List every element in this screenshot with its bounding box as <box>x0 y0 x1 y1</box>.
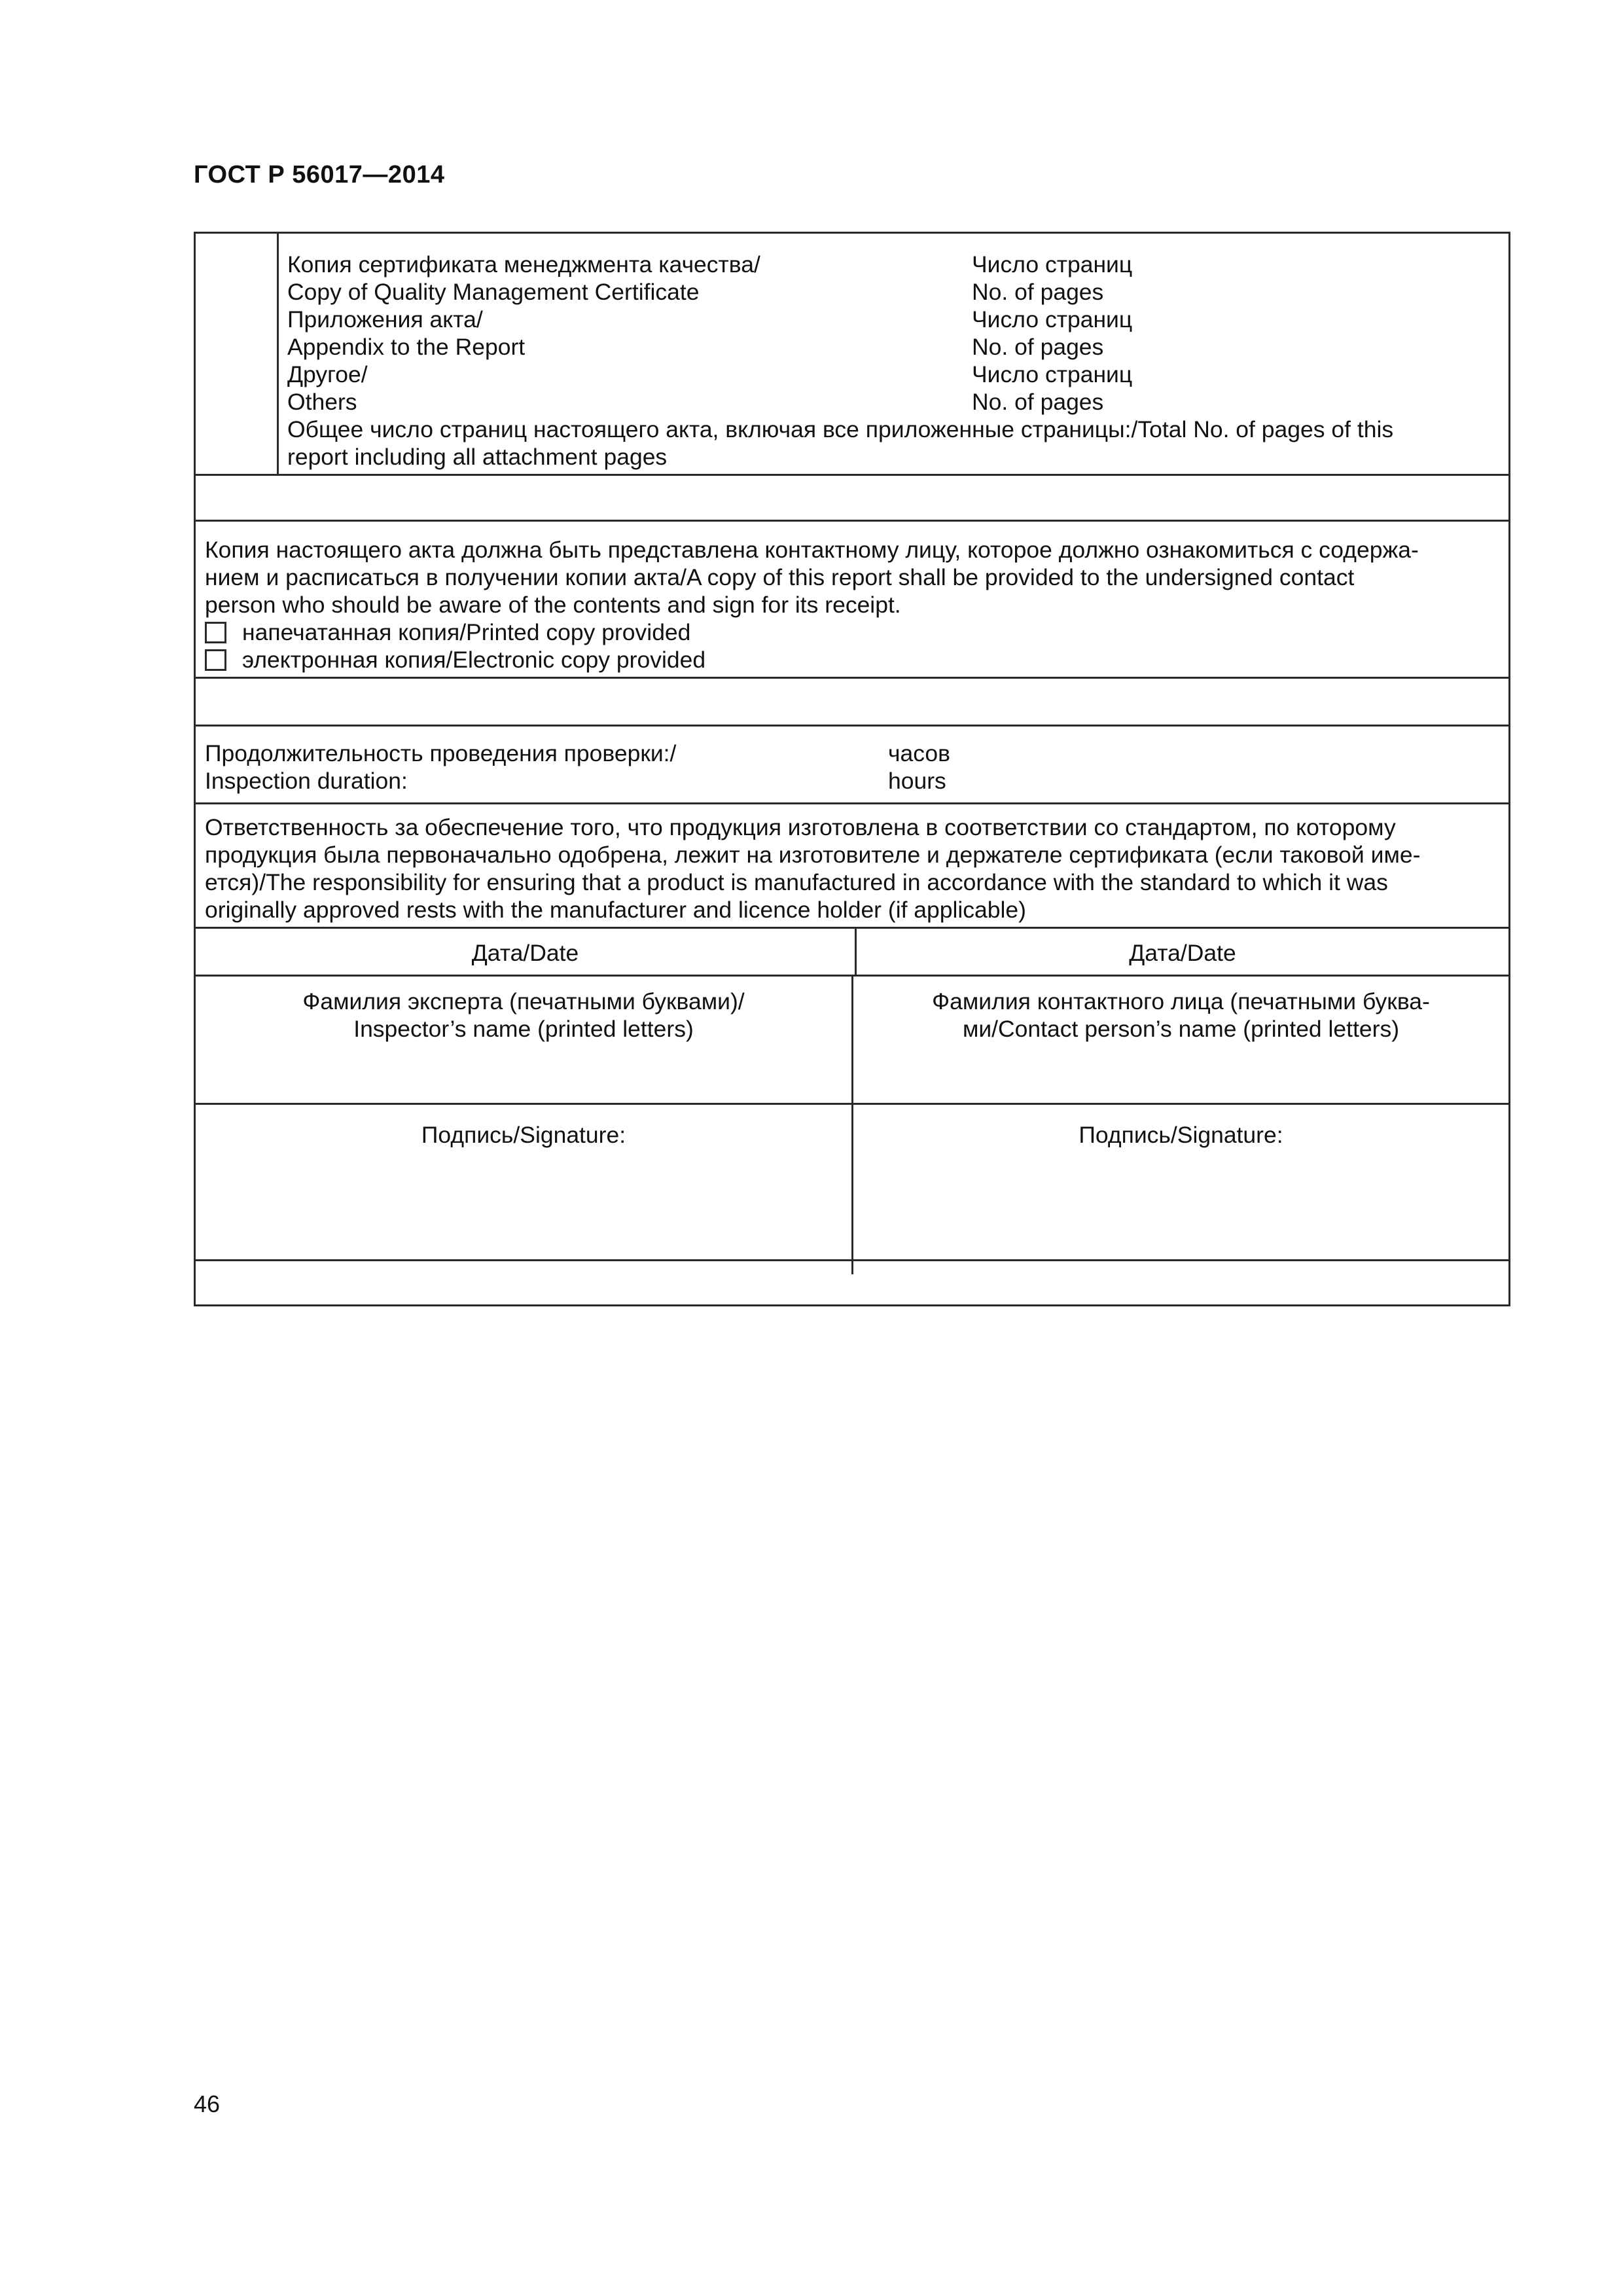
inspector-name-label: Inspector’s name (printed letters) <box>353 1016 694 1042</box>
page-count-label: No. of pages <box>972 389 1104 415</box>
electronic-copy-checkbox[interactable] <box>205 649 226 671</box>
attachment-label: Приложения акта/ <box>287 306 483 332</box>
page-count-label: No. of pages <box>972 279 1104 305</box>
notice-text: person who should be aware of the contents and sign for its receipt. <box>205 592 901 618</box>
row-divider <box>196 474 1508 476</box>
notice-text: нием и расписаться в получении копии акта/A copy of this report shall be provided to the undersigned contact <box>205 564 1355 590</box>
copy-notice-section <box>196 522 1508 677</box>
column-divider <box>277 234 279 474</box>
page-number: 46 <box>194 2090 221 2117</box>
row-divider <box>196 1259 1508 1261</box>
inspector-signature-field[interactable]: Подпись/Signature: <box>421 1122 626 1148</box>
contact-signature-field[interactable]: Подпись/Signature: <box>1079 1122 1283 1148</box>
printed-copy-option[interactable] <box>205 619 1419 646</box>
responsibility-text: Ответственность за обеспечение того, что продукция изготовлена в соответствии со стандартом, по которому <box>205 814 1396 840</box>
electronic-copy-option[interactable] <box>205 646 1419 673</box>
contact-name-label: Фамилия контактного лица (печатными буква- <box>932 988 1430 1014</box>
attachment-label: Copy of Quality Management Certificate <box>287 279 700 305</box>
contact-name-field[interactable] <box>853 988 1508 1043</box>
attachment-list <box>287 251 1393 471</box>
notice-text: Копия настоящего акта должна быть представлена контактному лицу, которое должно ознакомиться с содержа- <box>205 537 1419 563</box>
total-pages-label: report including all attachment pages <box>287 444 668 470</box>
date-field-contact[interactable]: Дата/Date <box>1129 940 1236 966</box>
printed-copy-label: напечатанная копия/Printed copy provided <box>242 619 691 645</box>
attachments-section <box>196 234 1508 474</box>
page-count-label: No. of pages <box>972 334 1104 360</box>
duration-label: Продолжительность проведения проверки:/ <box>205 740 677 766</box>
electronic-copy-label: электронная копия/Electronic copy provided <box>242 647 706 673</box>
duration-section <box>196 726 1508 802</box>
page-count-label: Число страниц <box>972 251 1133 278</box>
duration-unit: hours <box>888 768 946 794</box>
attachment-label: Другое/ <box>287 361 368 387</box>
responsibility-text: продукция была первоначально одобрена, лежит на изготовителе и держателе сертификата (если таковой име- <box>205 842 1421 868</box>
document-code: ГОСТ Р 56017—2014 <box>194 161 445 188</box>
duration-label: Inspection duration: <box>205 768 408 794</box>
page-count-label: Число страниц <box>972 361 1133 387</box>
row-divider <box>196 1103 1508 1105</box>
attachment-label: Others <box>287 389 357 415</box>
duration-unit: часов <box>888 740 950 766</box>
page-count-list <box>972 251 1132 416</box>
responsibility-section <box>196 804 1508 927</box>
responsibility-text: originally approved rests with the manufacturer and licence holder (if applicable) <box>205 897 1026 923</box>
row-divider <box>196 927 1508 929</box>
printed-copy-checkbox[interactable] <box>205 622 226 643</box>
inspector-name-label: Фамилия эксперта (печатными буквами)/ <box>302 988 745 1014</box>
attachment-label: Appendix to the Report <box>287 334 526 360</box>
inspection-report-form <box>194 232 1510 1306</box>
date-field-inspector[interactable]: Дата/Date <box>471 940 579 966</box>
inspector-name-field[interactable] <box>196 988 851 1043</box>
total-pages-label: Общее число страниц настоящего акта, включая все приложенные страницы:/Total No. of pages of this <box>287 416 1394 442</box>
contact-name-label: ми/Contact person’s name (printed letters) <box>962 1016 1400 1042</box>
attachment-label: Копия сертификата менеджмента качества/ <box>287 251 760 278</box>
row-divider <box>196 677 1508 679</box>
page-count-label: Число страниц <box>972 306 1133 332</box>
responsibility-text: ется)/The responsibility for ensuring that a product is manufactured in accordance with the standard to which it was <box>205 869 1388 895</box>
